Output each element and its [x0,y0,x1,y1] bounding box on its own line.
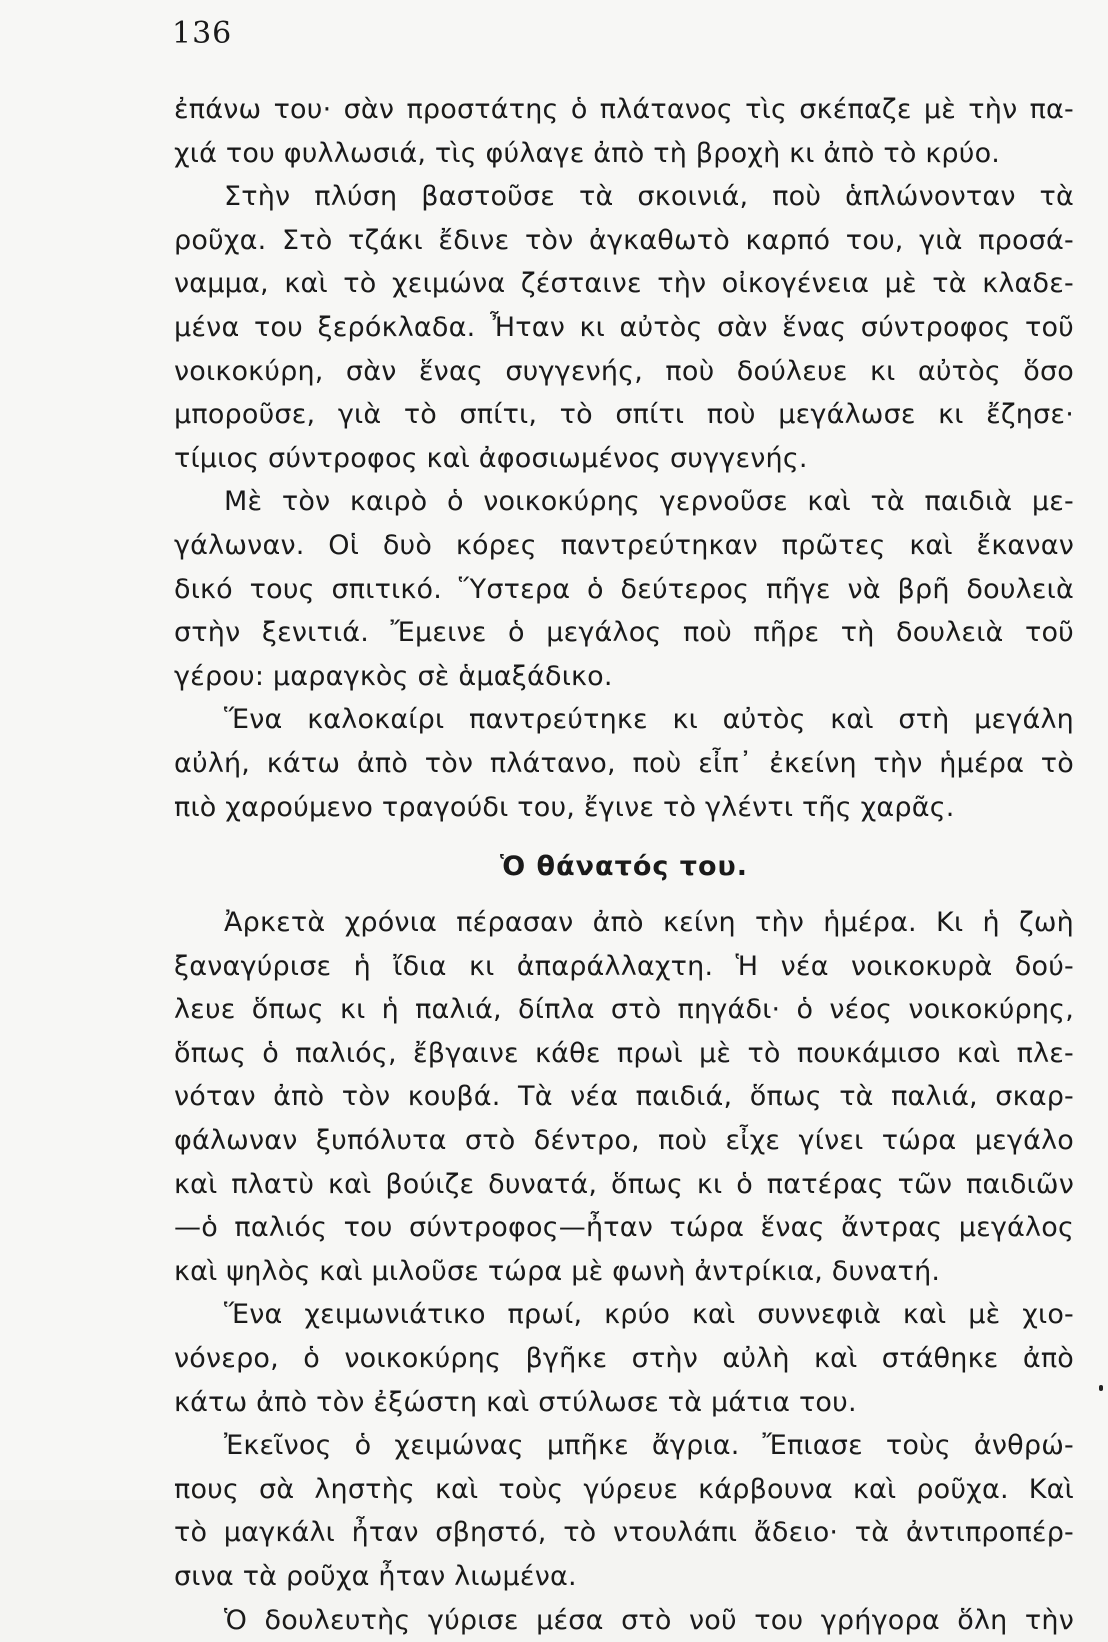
text-line: Μὲ τὸν καιρὸ ὁ νοικοκύρης γερνοῦσε καὶ τὰ παιδιὰ με- [224,486,1074,518]
text-line: δικό τους σπιτικό. Ὕστερα ὁ δεύτερος πῆγε νὰ βρῆ δουλειὰ [174,573,1074,605]
text-line: φάλωναν ξυπόλυτα στὸ δέντρο, ποὺ εἶχε γίνει τώρα μεγάλο [174,1125,1074,1157]
text-line: νόνερο, ὁ νοικοκύρης βγῆκε στὴν αὐλὴ καὶ στάθηκε ἀπὸ [174,1343,1074,1375]
text-line: —ὁ παλιός του σύντροφος—ἦταν τώρα ἕνας ἄντρας μεγάλος [174,1212,1074,1244]
text-line: Ὁ δουλευτὴς γύρισε μέσα στὸ νοῦ του γρήγορα ὅλη τὴν [224,1604,1074,1636]
text-line: ὅπως ὁ παλιός, ἔβγαινε κάθε πρωὶ μὲ τὸ πουκάμισο καὶ πλε- [174,1037,1074,1069]
text-line: πους σὰ ληστὴς καὶ τοὺς γύρευε κάρβουνα καὶ ροῦχα. Καὶ [174,1473,1074,1505]
text-line: καὶ ψηλὸς καὶ μιλοῦσε τώρα μὲ φωνὴ ἀντρίκια, δυνατή. [174,1255,941,1287]
text-line: γάλωναν. Οἱ δυὸ κόρες παντρεύτηκαν πρῶτες καὶ ἔκαναν [174,529,1074,561]
text-line: τὸ μαγκάλι ἦταν σβηστό, τὸ ντουλάπι ἄδειο· τὰ ἀντιπροπέρ- [174,1517,1074,1549]
text-line: Ἕνα χειμωνιάτικο πρωί, κρύο καὶ συννεφιὰ καὶ μὲ χιο- [224,1299,1074,1331]
text-line: χιά του φυλλωσιά, τὶς φύλαγε ἀπὸ τὴ βροχὴ κι ἀπὸ τὸ κρύο. [174,137,1001,169]
page-number: 136 [172,16,233,51]
text-line: ἐπάνω του· σὰν προστάτης ὁ πλάτανος τὶς σκέπαζε μὲ τὴν πα- [174,94,1074,125]
text-line: καὶ πλατὺ καὶ βούιζε δυνατά, ὅπως κι ὁ πατέρας τῶν παιδιῶν [174,1168,1074,1200]
text-line: Στὴν πλύση βαστοῦσε τὰ σκοινιά, ποὺ ἁπλώνονταν τὰ [224,181,1074,213]
text-line: τίμιος σύντροφος καὶ ἀφοσιωμένος συγγενής. [174,442,808,474]
text-line: ναμμα, καὶ τὸ χειμώνα ζέσταινε τὴν οἰκογένεια μὲ τὰ κλαδε- [174,268,1074,300]
section-heading: Ὁ θάνατός του. [499,851,749,883]
text-line: Ἀρκετὰ χρόνια πέρασαν ἀπὸ κείνη τὴν ἡμέρα. Κι ἡ ζωὴ [224,907,1074,939]
text-line: σινα τὰ ροῦχα ἦταν λιωμένα. [174,1561,577,1592]
body-text [174,88,1074,1642]
text-line: μένα του ξερόκλαδα. Ἦταν κι αὐτὸς σὰν ἕνας σύντροφος τοῦ [174,311,1074,343]
section-before-heading [174,88,1074,829]
text-line: ροῦχα. Στὸ τζάκι ἔδινε τὸν ἀγκαθωτὸ καρπό του, γιὰ προσά- [174,224,1074,256]
text-line: νόταν ἀπὸ τὸν κουβά. Τὰ νέα παιδιά, ὅπως τὰ παλιά, σκαρ- [174,1081,1074,1113]
text-line: στὴν ξενιτιά. Ἔμεινε ὁ μεγάλος ποὺ πῆρε τὴ δουλειὰ τοῦ [174,617,1074,649]
text-line: λευε ὅπως κι ἡ παλιά, δίπλα στὸ πηγάδι· ὁ νέος νοικοκύρης, [174,994,1074,1026]
text-line: ξαναγύρισε ἡ ἴδια κι ἀπαράλλαχτη. Ἡ νέα νοικοκυρὰ δού- [174,950,1074,982]
text-line: γέρου: μαραγκὸς σὲ ἁμαξάδικο. [174,660,613,692]
text-line: αὐλή, κάτω ἀπὸ τὸν πλάτανο, ποὺ εἶπ᾽ ἐκείνη τὴν ἡμέρα τὸ [174,747,1074,779]
text-line: νοικοκύρη, σὰν ἕνας συγγενής, ποὺ δούλευε κι αὐτὸς ὅσο [174,355,1074,387]
text-line: πιὸ χαρούμενο τραγούδι του, ἔγινε τὸ γλέντι τῆς χαρᾶς. [174,791,955,823]
text-line: Ἐκεῖνος ὁ χειμώνας μπῆκε ἄγρια. Ἔπιασε τοὺς ἀνθρώ- [224,1430,1074,1462]
margin-speck [1099,1385,1103,1391]
section-after-heading [174,901,1074,1642]
text-line: Ἕνα καλοκαίρι παντρεύτηκε κι αὐτὸς καὶ στὴ μεγάλη [224,704,1074,736]
text-line: κάτω ἀπὸ τὸν ἐξώστη καὶ στύλωσε τὰ μάτια του. [174,1386,857,1418]
text-line: μποροῦσε, γιὰ τὸ σπίτι, τὸ σπίτι ποὺ μεγάλωσε κι ἔζησε· [174,399,1074,431]
